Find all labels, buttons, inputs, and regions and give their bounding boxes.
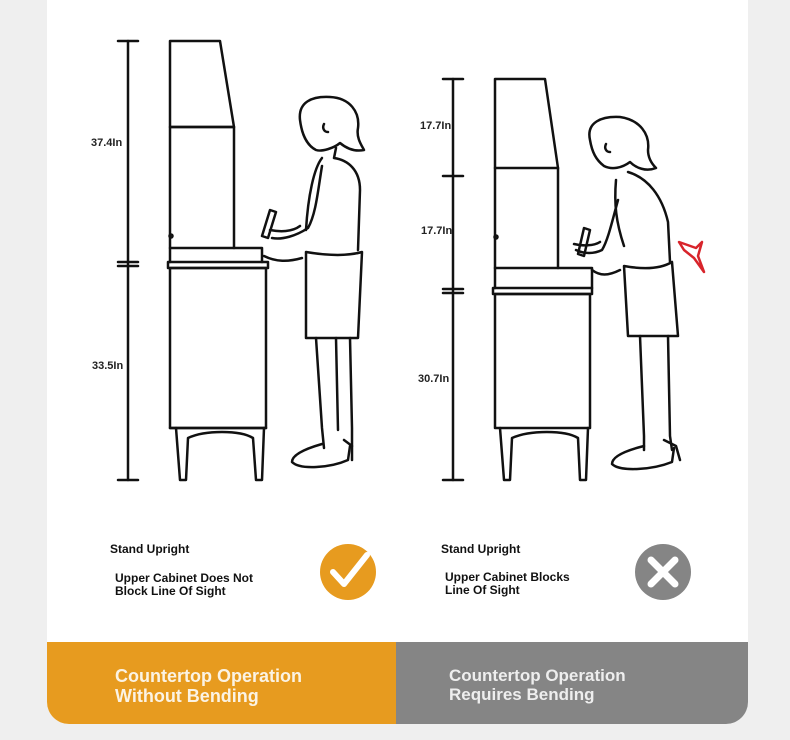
bad-outcome-line-2: Requires Bending: [449, 685, 595, 704]
left-description-line-2: Block Line Of Sight: [115, 584, 226, 598]
good-outcome-banner: [47, 642, 396, 724]
good-outcome-line-2: Without Bending: [115, 686, 259, 706]
bad-outcome-text: [449, 666, 626, 704]
comparison-card: [47, 0, 748, 724]
right-cabinet: [493, 79, 592, 480]
left-cabinet: [168, 41, 268, 480]
left-lower-height-label: 33.5In: [92, 360, 124, 372]
check-icon: [320, 544, 376, 600]
right-middle-height-label: 17.7In: [421, 225, 453, 237]
bad-outcome-line-1: Countertop Operation: [449, 666, 626, 685]
left-description-line-1: Upper Cabinet Does Not: [115, 571, 254, 585]
right-title: Stand Upright: [441, 542, 521, 556]
right-top-height-label: 17.7In: [420, 120, 452, 132]
right-description-line-2: Line Of Sight: [445, 583, 520, 597]
good-outcome-line-1: Countertop Operation: [115, 666, 302, 686]
left-person: [262, 97, 364, 467]
left-title: Stand Upright: [110, 542, 190, 556]
good-outcome-text: [115, 666, 302, 706]
right-lower-height-label: 30.7In: [418, 373, 450, 385]
right-description: [445, 571, 605, 597]
right-description-line-1: Upper Cabinet Blocks: [445, 570, 570, 584]
strain-indicator-icon: [679, 242, 704, 272]
left-description: [115, 572, 275, 598]
left-dimension-line: [118, 41, 138, 480]
right-dimension-line: [443, 79, 463, 480]
bad-outcome-banner: [396, 642, 748, 724]
left-upper-height-label: 37.4In: [91, 137, 123, 149]
x-icon: [635, 544, 691, 600]
